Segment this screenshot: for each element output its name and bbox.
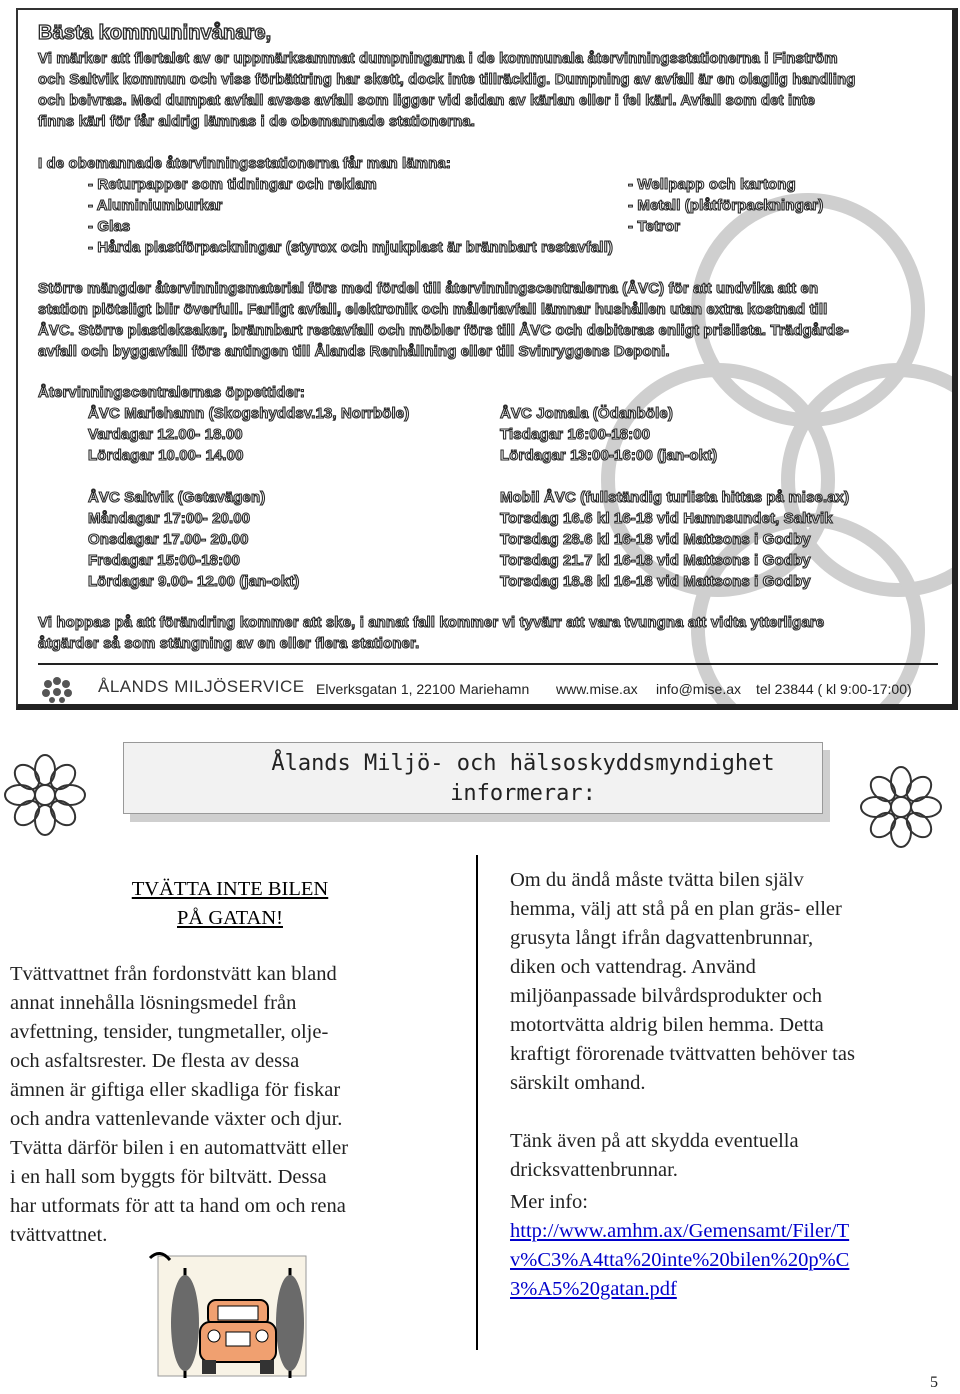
allowed-item: - Returpapper som tidningar och reklam <box>88 176 377 193</box>
body-line: Tänk även på att skydda eventuella <box>510 1130 799 1152</box>
more-info-label: Mer info: <box>510 1191 588 1213</box>
body-line: avfettning, tensider, tungmetaller, olje- <box>10 1021 329 1043</box>
body-line: hemma, välj att stå på en plan gräs- eller <box>510 898 842 920</box>
footer-address: Elverksgatan 1, 22100 Mariehamn <box>316 681 530 697</box>
body-line: miljöanpassade bilvårdsprodukter och <box>510 985 822 1007</box>
title-line-2: informerar: <box>450 781 596 806</box>
body-line: Tvättvattnet från fordonstvätt kan bland <box>10 963 337 985</box>
body-line: särskilt omhand. <box>510 1072 646 1094</box>
avc-hours: Fredagar 15:00-18:00 <box>88 552 241 569</box>
body-line: i en hall som byggts för biltvätt. Dessa <box>10 1166 327 1188</box>
more-info-link[interactable]: 3%A5%20gatan.pdf <box>510 1278 677 1300</box>
body-line: grusyta långt ifrån dagvattenbrunnar, <box>510 927 814 949</box>
allowed-item: - Aluminiumburkar <box>88 197 223 214</box>
body-line: dricksvattenbrunnar. <box>510 1159 678 1181</box>
avc-mariehamn-name: ÅVC Mariehamn (Skogshyddsv.13, Norrböle) <box>88 405 410 422</box>
larger-line: station plötsligt blir överfull. Farligt avfall, elektronik och måleriavfall lämnar hushållen utan extra kostnad till <box>38 301 828 318</box>
miljoservice-logo-icon <box>40 675 74 703</box>
larger-line: ÅVC. Större plastleksaker, brännbart restavfall och möbler förs till ÅVC och debiteras enligt prislista. Trädgårds- <box>38 322 849 339</box>
body-line: motortvätta aldrig bilen hemma. Detta <box>510 1014 824 1036</box>
body-line: och andra vattenlevande växter och djur. <box>10 1108 343 1130</box>
flower-left-icon <box>2 752 88 838</box>
closing-line: Vi hoppas på att förändring kommer att ske, i annat fall kommer vi tyvärr att vara tvungna att vidta ytterligare <box>38 614 825 631</box>
larger-line: Större mängder återvinningsmaterial förs med fördel till återvinningscentralerna (ÅVC) för att undvika att en <box>38 280 819 297</box>
hours-heading: Återvinningscentralernas öppettider: <box>38 384 305 401</box>
avc-mobil-stop: Torsdag 28.6 kl 16-18 vid Mattsons i Godby <box>500 531 811 548</box>
page-number: 5 <box>930 1374 938 1391</box>
notice-intro-line: Vi märker att flertalet av er uppmärksammat dumpningarna i de kommunala återvinningsstationerna i Finström <box>38 50 838 67</box>
footer-phone: tel 23844 ( kl 9:00-17:00) <box>756 681 912 697</box>
body-line: tvättvattnet. <box>10 1224 108 1246</box>
notice-intro-line: och Saltvik kommun och viss förbättring har skett, dock inte tillräcklig. Dumpning av avfall är en olaglig handling <box>38 71 856 88</box>
footer-email[interactable]: info@mise.ax <box>656 681 742 697</box>
body-line: ämnen är giftiga eller skadliga för fiskar <box>10 1079 341 1101</box>
title-box <box>123 742 823 814</box>
larger-line: avfall och byggavfall förs antingen till Ålands Renhållning eller till Svinryggens Deponi. <box>38 343 670 360</box>
allowed-item: - Tetror <box>628 218 681 235</box>
avc-mobil-stop: Torsdag 21.7 kl 16-18 vid Mattsons i Godby <box>500 552 811 569</box>
paragraph-gap <box>510 1098 950 1127</box>
closing-line: åtgärder så som stängning av en eller flera stationer. <box>38 635 420 652</box>
avc-hours: Måndagar 17:00- 20.00 <box>88 510 251 527</box>
headline-line-2: PÅ GATAN! <box>177 907 283 929</box>
body-line: kraftigt förorenade tvättvatten behöver tas <box>510 1043 855 1065</box>
right-column <box>510 866 950 1304</box>
notice-footer <box>38 663 938 705</box>
avc-saltvik-name: ÅVC Saltvik (Getavägen) <box>88 489 266 506</box>
avc-hours: Vardagar 12.00- 18.00 <box>88 426 243 443</box>
body-line: Om du ändå måste tvätta bilen själv <box>510 869 804 891</box>
avc-hours: Onsdagar 17.00- 20.00 <box>88 531 249 548</box>
notice-intro-line: och beivras. Med dumpat avfall avses avfall som ligger vid sidan av kärlan eller i fel kärl. Avfall som det inte <box>38 92 816 109</box>
avc-mobil-stop: Torsdag 16.6 kl 16-18 vid Hamnsundet, Saltvik <box>500 510 833 527</box>
avc-mobil-name: Mobil ÅVC (fullständig turlista hittas på mise.ax) <box>500 489 850 506</box>
article-headline <box>10 875 450 933</box>
column-divider <box>476 855 478 1350</box>
allowed-item: - Wellpapp och kartong <box>628 176 796 193</box>
allowed-item: - Hårda plastförpackningar (styrox och mjukplast är brännbart restavfall) <box>88 239 613 256</box>
allowed-heading: I de obemannade återvinningsstationerna får man lämna: <box>38 155 451 172</box>
left-column <box>10 875 450 1250</box>
avc-mobil-stop: Torsdag 18.8 kl 16-18 vid Mattsons i Godby <box>500 573 811 590</box>
car-wash-clipart-icon <box>140 1248 330 1388</box>
avc-jomala-name: ÅVC Jomala (Ödanböle) <box>500 405 673 422</box>
body-line: diken och vattendrag. Använd <box>510 956 756 978</box>
notice-greeting: Bästa kommuninvånare, <box>38 22 272 44</box>
notice-intro-line: finns kärl för får aldrig lämnas i de obemannade stationerna. <box>38 113 476 130</box>
flower-right-icon <box>858 764 944 850</box>
body-line: har utformats för att ta hand om och rena <box>10 1195 346 1217</box>
logo-text: ÅLANDS MILJÖSERVICE <box>98 677 305 696</box>
footer-website[interactable]: www.mise.ax <box>556 681 638 697</box>
title-line-1: Ålands Miljö- och hälsoskyddsmyndighet <box>271 751 775 776</box>
body-line: och asfaltsrester. De flesta av dessa <box>10 1050 300 1072</box>
allowed-item: - Glas <box>88 218 131 235</box>
avc-hours: Lördagar 13:00-16:00 (jan-okt) <box>500 447 718 464</box>
more-info-link[interactable]: http://www.amhm.ax/Gemensamt/Filer/T <box>510 1220 850 1242</box>
headline-line-1: TVÄTTA INTE BILEN <box>131 878 329 900</box>
recycling-notice <box>16 8 958 710</box>
avc-hours: Tisdagar 16:00-18:00 <box>500 426 651 443</box>
more-info-link[interactable]: v%C3%A4tta%20inte%20bilen%20p%C <box>510 1249 850 1271</box>
body-line: Tvätta därför bilen i en automattvätt eller <box>10 1137 349 1159</box>
avc-hours: Lördagar 10.00- 14.00 <box>88 447 244 464</box>
body-line: annat innehålla lösningsmedel från <box>10 992 297 1014</box>
allowed-item: - Metall (plåtförpackningar) <box>628 197 824 214</box>
avc-hours: Lördagar 9.00- 12.00 (jan-okt) <box>88 573 300 590</box>
